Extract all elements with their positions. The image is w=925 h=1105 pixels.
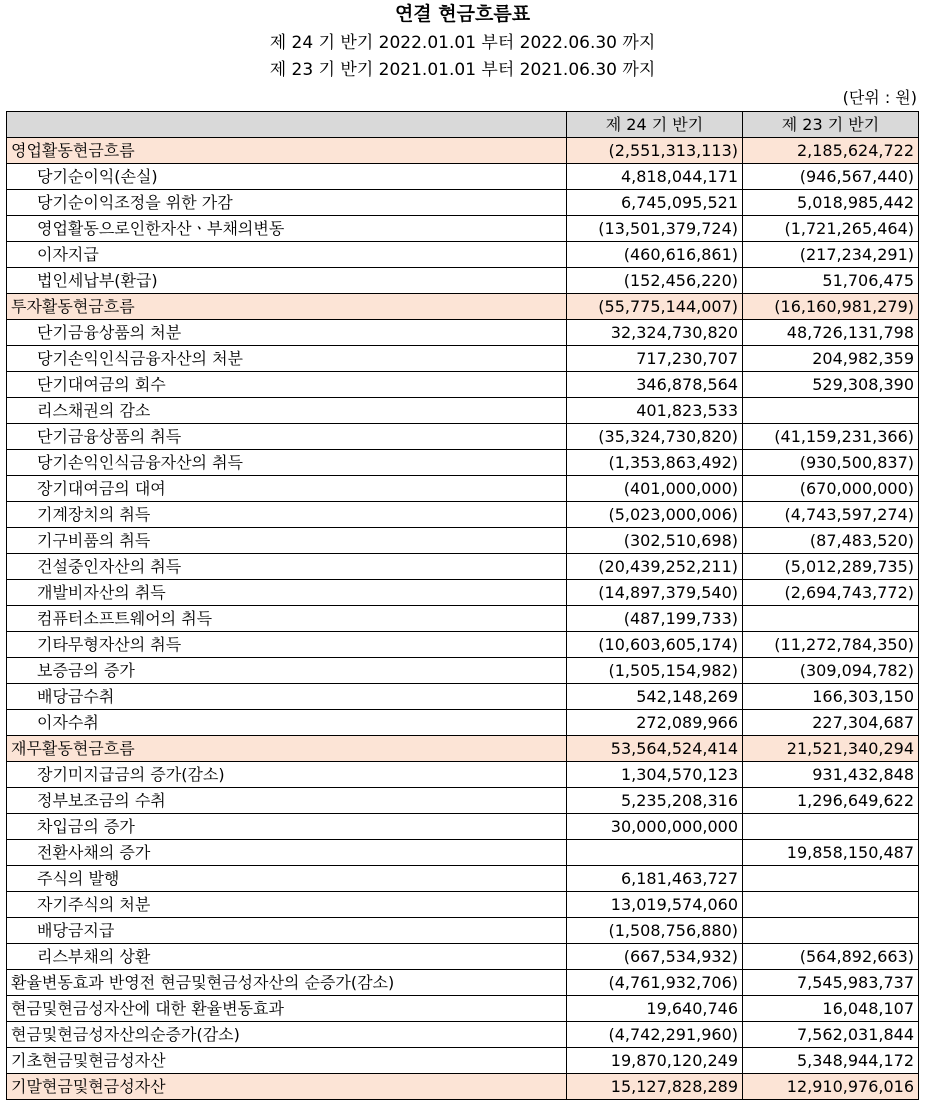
row-label: 전환사채의 증가 (7, 840, 567, 866)
current-period-value: 1,304,570,123 (567, 762, 743, 788)
row-label: 법인세납부(환급) (7, 268, 567, 294)
current-period-value: 15,127,828,289 (567, 1074, 743, 1100)
prior-period-value: (11,272,784,350) (743, 632, 919, 658)
row-label: 당기순이익조정을 위한 가감 (7, 190, 567, 216)
row-label: 단기금융상품의 처분 (7, 320, 567, 346)
row-label: 이자지급 (7, 242, 567, 268)
current-period-value: 4,818,044,171 (567, 164, 743, 190)
row-label: 기구비품의 취득 (7, 528, 567, 554)
table-row (7, 632, 919, 658)
prior-period-value: 1,296,649,622 (743, 788, 919, 814)
row-label: 현금및현금성자산의순증가(감소) (7, 1022, 567, 1048)
table-row (7, 528, 919, 554)
row-label: 기타무형자산의 취득 (7, 632, 567, 658)
row-label: 투자활동현금흐름 (7, 294, 567, 320)
table-row (7, 476, 919, 502)
current-period-value: (55,775,144,007) (567, 294, 743, 320)
prior-period-value: 16,048,107 (743, 996, 919, 1022)
prior-period-value: 21,521,340,294 (743, 736, 919, 762)
prior-period-value: (1,721,265,464) (743, 216, 919, 242)
row-label: 단기대여금의 회수 (7, 372, 567, 398)
prior-period-value: 12,910,976,016 (743, 1074, 919, 1100)
table-row (7, 736, 919, 762)
row-label: 장기대여금의 대여 (7, 476, 567, 502)
current-period-value: 19,870,120,249 (567, 1048, 743, 1074)
prior-period-value: 166,303,150 (743, 684, 919, 710)
table-row (7, 788, 919, 814)
table-row (7, 892, 919, 918)
current-period-value: (2,551,313,113) (567, 138, 743, 164)
table-row (7, 762, 919, 788)
table-row (7, 138, 919, 164)
current-period-value: 6,745,095,521 (567, 190, 743, 216)
row-label: 기초현금및현금성자산 (7, 1048, 567, 1074)
current-period-value: 13,019,574,060 (567, 892, 743, 918)
prior-period-value (743, 892, 919, 918)
table-row (7, 580, 919, 606)
row-label: 기계장치의 취득 (7, 502, 567, 528)
row-label: 자기주식의 처분 (7, 892, 567, 918)
current-period-value: 272,089,966 (567, 710, 743, 736)
prior-period-value: 227,304,687 (743, 710, 919, 736)
current-period-value: (5,023,000,006) (567, 502, 743, 528)
current-period-value: (302,510,698) (567, 528, 743, 554)
row-label: 재무활동현금흐름 (7, 736, 567, 762)
table-row (7, 606, 919, 632)
prior-period-value: (309,094,782) (743, 658, 919, 684)
row-label: 단기금융상품의 취득 (7, 424, 567, 450)
prior-period-value (743, 814, 919, 840)
table-row (7, 814, 919, 840)
table-row (7, 1074, 919, 1100)
table-row (7, 970, 919, 996)
table-row (7, 424, 919, 450)
period-prior: 제 23 기 반기 2021.01.01 부터 2021.06.30 까지 (269, 60, 656, 80)
current-period-value: (4,761,932,706) (567, 970, 743, 996)
table-row (7, 684, 919, 710)
row-label: 영업활동으로인한자산ㆍ부채의변동 (7, 216, 567, 242)
prior-period-value: 529,308,390 (743, 372, 919, 398)
table-row (7, 554, 919, 580)
prior-period-value (743, 398, 919, 424)
row-label: 개발비자산의 취득 (7, 580, 567, 606)
table-row (7, 320, 919, 346)
table-row (7, 658, 919, 684)
prior-period-value: (5,012,289,735) (743, 554, 919, 580)
current-period-value: (487,199,733) (567, 606, 743, 632)
current-period-value: 401,823,533 (567, 398, 743, 424)
prior-period-value: (946,567,440) (743, 164, 919, 190)
prior-period-value: (16,160,981,279) (743, 294, 919, 320)
row-label: 정부보조금의 수취 (7, 788, 567, 814)
prior-period-value: 5,018,985,442 (743, 190, 919, 216)
table-row (7, 268, 919, 294)
prior-period-value (743, 606, 919, 632)
table-row (7, 164, 919, 190)
prior-period-value: 48,726,131,798 (743, 320, 919, 346)
table-row (7, 398, 919, 424)
prior-period-value: (41,159,231,366) (743, 424, 919, 450)
prior-period-value (743, 918, 919, 944)
row-label: 컴퓨터소프트웨어의 취득 (7, 606, 567, 632)
row-label: 배당금수취 (7, 684, 567, 710)
header-current-period: 제 24 기 반기 (567, 112, 743, 138)
current-period-value: 346,878,564 (567, 372, 743, 398)
cash-flow-table (6, 111, 919, 1100)
current-period-value: (152,456,220) (567, 268, 743, 294)
current-period-value: 5,235,208,316 (567, 788, 743, 814)
current-period-value: (460,616,861) (567, 242, 743, 268)
table-header-row (7, 112, 919, 138)
row-label: 기말현금및현금성자산 (7, 1074, 567, 1100)
row-label: 당기손익인식금융자산의 처분 (7, 346, 567, 372)
current-period-value: (667,534,932) (567, 944, 743, 970)
table-row (7, 242, 919, 268)
table-row (7, 1022, 919, 1048)
header-label (7, 112, 567, 138)
prior-period-value: 5,348,944,172 (743, 1048, 919, 1074)
prior-period-value: 931,432,848 (743, 762, 919, 788)
row-label: 차입금의 증가 (7, 814, 567, 840)
row-label: 당기손익인식금융자산의 취득 (7, 450, 567, 476)
current-period-value: 19,640,746 (567, 996, 743, 1022)
prior-period-value: (564,892,663) (743, 944, 919, 970)
row-label: 보증금의 증가 (7, 658, 567, 684)
current-period-value: 30,000,000,000 (567, 814, 743, 840)
row-label: 건설중인자산의 취득 (7, 554, 567, 580)
current-period-value: (20,439,252,211) (567, 554, 743, 580)
current-period-value: (35,324,730,820) (567, 424, 743, 450)
statement-title: 연결 현금흐름표 (394, 3, 531, 25)
table-row (7, 216, 919, 242)
table-row (7, 996, 919, 1022)
table-row (7, 372, 919, 398)
current-period-value: 32,324,730,820 (567, 320, 743, 346)
period-current: 제 24 기 반기 2022.01.01 부터 2022.06.30 까지 (269, 33, 656, 53)
current-period-value: (4,742,291,960) (567, 1022, 743, 1048)
row-label: 당기순이익(손실) (7, 164, 567, 190)
row-label: 장기미지급금의 증가(감소) (7, 762, 567, 788)
row-label: 이자수취 (7, 710, 567, 736)
prior-period-value: (2,694,743,772) (743, 580, 919, 606)
row-label: 영업활동현금흐름 (7, 138, 567, 164)
prior-period-value: (87,483,520) (743, 528, 919, 554)
table-row (7, 1048, 919, 1074)
prior-period-value: 51,706,475 (743, 268, 919, 294)
current-period-value: 717,230,707 (567, 346, 743, 372)
current-period-value: (401,000,000) (567, 476, 743, 502)
prior-period-value: 7,562,031,844 (743, 1022, 919, 1048)
row-label: 현금및현금성자산에 대한 환율변동효과 (7, 996, 567, 1022)
table-row (7, 710, 919, 736)
prior-period-value (743, 866, 919, 892)
current-period-value: (1,508,756,880) (567, 918, 743, 944)
row-label: 리스채권의 감소 (7, 398, 567, 424)
row-label: 배당금지급 (7, 918, 567, 944)
current-period-value: (13,501,379,724) (567, 216, 743, 242)
prior-period-value: (670,000,000) (743, 476, 919, 502)
table-row (7, 866, 919, 892)
current-period-value: (14,897,379,540) (567, 580, 743, 606)
current-period-value: (1,505,154,982) (567, 658, 743, 684)
table-row (7, 450, 919, 476)
prior-period-value: (930,500,837) (743, 450, 919, 476)
prior-period-value: 2,185,624,722 (743, 138, 919, 164)
prior-period-value: (4,743,597,274) (743, 502, 919, 528)
current-period-value: (10,603,605,174) (567, 632, 743, 658)
row-label: 리스부채의 상환 (7, 944, 567, 970)
current-period-value: 6,181,463,727 (567, 866, 743, 892)
table-row (7, 294, 919, 320)
header-prior-period: 제 23 기 반기 (743, 112, 919, 138)
row-label: 주식의 발행 (7, 866, 567, 892)
prior-period-value: 19,858,150,487 (743, 840, 919, 866)
prior-period-value: 204,982,359 (743, 346, 919, 372)
table-row (7, 346, 919, 372)
table-row (7, 840, 919, 866)
row-label: 환율변동효과 반영전 현금및현금성자산의 순증가(감소) (7, 970, 567, 996)
prior-period-value: 7,545,983,737 (743, 970, 919, 996)
current-period-value: 53,564,524,414 (567, 736, 743, 762)
table-row (7, 918, 919, 944)
table-row (7, 944, 919, 970)
current-period-value: 542,148,269 (567, 684, 743, 710)
prior-period-value: (217,234,291) (743, 242, 919, 268)
table-row (7, 502, 919, 528)
current-period-value (567, 840, 743, 866)
table-row (7, 190, 919, 216)
unit-label: (단위 : 원) (842, 88, 917, 107)
current-period-value: (1,353,863,492) (567, 450, 743, 476)
